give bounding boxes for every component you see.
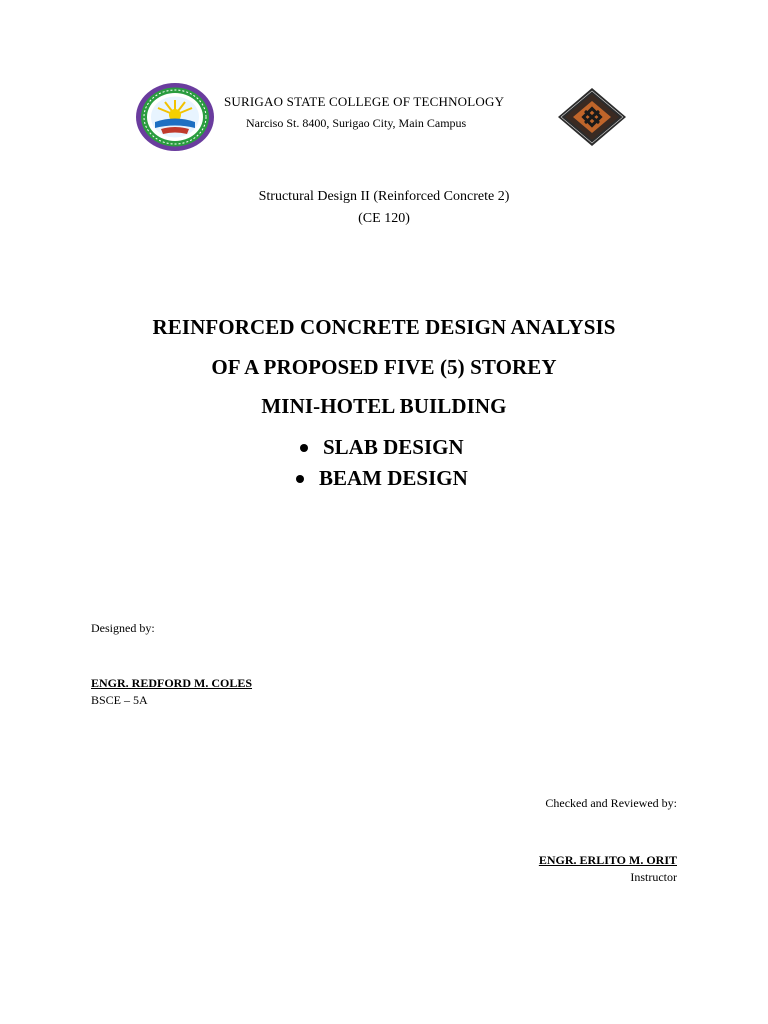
course-code: (CE 120)	[358, 211, 410, 226]
pice-logo	[557, 87, 627, 147]
main-title-line-2: OF A PROPOSED FIVE (5) STOREY	[211, 355, 557, 379]
designed-by-label: Designed by:	[91, 621, 155, 635]
course-title: Structural Design II (Reinforced Concrete 2)	[258, 189, 510, 204]
main-title-line-1: REINFORCED CONCRETE DESIGN ANALYSIS	[152, 315, 616, 339]
college-address: Narciso St. 8400, Surigao City, Main Campus	[246, 116, 467, 130]
designer-role: BSCE – 5A	[91, 693, 148, 707]
topic-item	[300, 435, 464, 460]
designer-name: ENGR. REDFORD M. COLES	[91, 676, 253, 690]
topic-label: BEAM DESIGN	[319, 466, 468, 490]
bullet-icon	[296, 475, 304, 483]
main-title-line-3: MINI-HOTEL BUILDING	[261, 394, 507, 418]
bullet-icon	[300, 444, 308, 452]
topic-label: SLAB DESIGN	[323, 435, 464, 459]
checker-name: ENGR. ERLITO M. ORIT	[538, 853, 677, 867]
college-seal-logo	[135, 82, 215, 152]
topic-item	[296, 466, 468, 491]
college-name: SURIGAO STATE COLLEGE OF TECHNOLOGY	[224, 94, 505, 109]
checker-role: Instructor	[630, 870, 677, 884]
checked-by-label: Checked and Reviewed by:	[545, 796, 677, 810]
